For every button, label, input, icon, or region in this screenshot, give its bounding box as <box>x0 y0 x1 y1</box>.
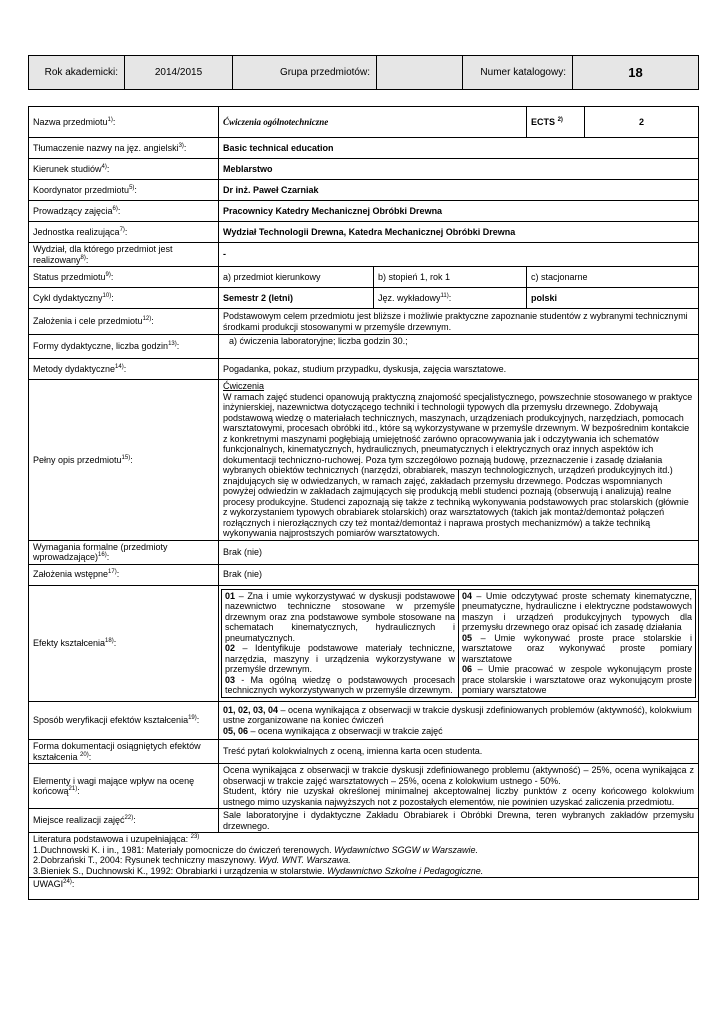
language-label: Jęz. wykładowy$^{11)}$: <box>374 288 527 309</box>
year-value: 2014/2015 <box>125 56 233 90</box>
weights-label: Elementy i wagi mające wpływ na ocenę końcową$^{21)}$: <box>29 764 219 809</box>
methods-label: Metody dydaktyczne$^{14)}$: <box>29 359 219 380</box>
course-name-label: Nazwa przedmiotu$^{1)}$: <box>29 107 219 138</box>
outcome-code: 02 <box>225 643 236 653</box>
status-mode: c) stacjonarne <box>527 267 699 288</box>
requirements-label: Wymagania formalne (przedmioty wprowadzające)$^{16)}$: <box>29 540 219 564</box>
coordinator-label: Koordynator przedmiotu$^{5)}$: <box>29 180 219 201</box>
goals-row <box>29 309 699 335</box>
literature-item: 1.Duchnowski K. i in., 1981: Materiały pomocnicze do ćwiczeń terenowych. Wydawnictwo SGGW w Warszawie. <box>33 844 478 855</box>
place-value: Sale laboratoryjne i dydaktyczne Zakładu Obrabiarek i Obróbki Drewna, teren wybranych zakładów przemysłu drzewnego. <box>219 809 699 833</box>
outcome-text: – Umie odczytywać proste schematy kinematyczne, pneumatyczne, hydrauliczne i elektryczne podstawowych maszyn i urządzeń produkcyjnych typowych dla przemysłu drzewnego oraz opisać ich zasadę działania <box>462 590 693 632</box>
prerequisites-value: Brak (nie) <box>219 564 699 585</box>
field-label: Kierunek studiów$^{4)}$: <box>29 159 219 180</box>
teachers-label: Prowadzący zajęcia$^{6)}$: <box>29 201 219 222</box>
outcomes-row <box>29 585 699 701</box>
cycle-value: Semestr 2 (letni) <box>219 288 374 309</box>
methods-value: Pogadanka, pokaz, studium przypadku, dyskusja, zajęcia warsztatowe. <box>219 359 699 380</box>
unit-row <box>29 222 699 243</box>
group-value <box>377 56 463 90</box>
literature-item: 2.Dobrzański T., 2004: Rysunek techniczny maszynowy. Wyd. WNT. Warszawa. <box>33 855 351 865</box>
weights-value: Ocena wynikająca z obserwacji w trakcie dyskusji zdefiniowanego problemu (aktywność) – 25%, ocena wynikająca z obserwacji w trakcie zajęć warsztatowych – 25%, ocena z kolokwium ustnego - 50%. Student, który nie uzyskał określonej minimalnej akceptowalnej liczby punktów z oceny końcowego kolokwium ustnego mimo uzyskania najwyższych not z pozostałych elementów, nie powinien uzyskać zaliczenia przedmiotu. <box>219 764 699 809</box>
department-value: - <box>219 243 699 267</box>
outcome-code: 05 <box>462 632 473 643</box>
place-label: Miejsce realizacji zajęć$^{22)}$: <box>29 809 219 833</box>
catalog-value: 18 <box>573 56 699 90</box>
field-row <box>29 159 699 180</box>
outcome-code: 03 <box>225 674 236 685</box>
forms-label: Formy dydaktyczne, liczba godzin$^{13)}$: <box>29 335 219 359</box>
ects-label: ECTS $^{2)}$ <box>527 107 585 138</box>
documentation-row <box>29 740 699 764</box>
coordinator-row <box>29 180 699 201</box>
goals-label: Założenia i cele przedmiotu$^{12)}$: <box>29 309 219 335</box>
status-type: a) przedmiot kierunkowy <box>219 267 374 288</box>
prerequisites-label: Założenia wstępne$^{17)}$: <box>29 564 219 585</box>
header-table <box>28 55 699 90</box>
description-row <box>29 380 699 541</box>
status-level: b) stopień 1, rok 1 <box>374 267 527 288</box>
course-name-row <box>29 107 699 138</box>
unit-value: Wydział Technologii Drewna, Katedra Mechanicznej Obróbki Drewna <box>219 222 699 243</box>
outcomes-cell <box>219 585 699 701</box>
outcome-text: – Umie pracować w zespole wykonującym proste prace stolarskie i warsztatowe oraz wykonującym proste pomiary warsztatowe <box>462 664 693 695</box>
literature-row <box>29 833 699 878</box>
outcomes-left <box>222 589 459 697</box>
literature-item: 3.Bieniek S., Duchnowski K., 1992: Obrabiarki i urządzenia w stolarstwie. Wydawnictwo Szkolne i Pedagogiczne. <box>33 865 484 876</box>
field-value: Meblarstwo <box>219 159 699 180</box>
documentation-label: Forma dokumentacji osiągniętych efektów kształcenia $^{20)}$: <box>29 740 219 764</box>
verification-value: 01, 02, 03, 04 – ocena wynikająca z obserwacji w trakcie dyskusji zdefiniowanych problemów (aktywność), kolokwium ustne zorganizowane na koniec ćwiczeń 05, 06 – ocena wynikająca z obserwacji w trakcie zajęć <box>219 701 699 740</box>
notes-row <box>29 878 699 900</box>
verification-label: Sposób weryfikacji efektów kształcenia$^{19)}$: <box>29 701 219 740</box>
outcomes-label: Efekty kształcenia$^{18)}$: <box>29 585 219 701</box>
goals-value: Podstawowym celem przedmiotu jest bliższe i możliwie praktyczne zapoznanie studentów z wybranymi technicznymi środkami produkcji stosowanymi w przemyśle drzewnym. <box>219 309 699 335</box>
language-value: polski <box>527 288 699 309</box>
outcome-code: 06 <box>462 664 473 674</box>
english-name-row <box>29 138 699 159</box>
forms-value: a) ćwiczenia laboratoryjne; liczba godzin 30.; <box>219 335 699 359</box>
ects-value: 2 <box>585 107 699 138</box>
weights-row <box>29 764 699 809</box>
outcome-code: 01 <box>225 590 236 601</box>
description-heading: Ćwiczenia <box>223 381 265 391</box>
group-label: Grupa przedmiotów: <box>233 56 377 90</box>
status-label: Status przedmiotu$^{9)}$: <box>29 267 219 288</box>
unit-label: Jednostka realizująca$^{7)}$: <box>29 222 219 243</box>
coordinator-value: Dr inż. Paweł Czarniak <box>219 180 699 201</box>
teachers-row <box>29 201 699 222</box>
outcome-text: – Identyfikuje podstawowe materiały techniczne, narzędzia, maszyny i urządzenia wykorzystywane w przemyśle drzewnym. <box>225 643 456 674</box>
english-name-value: Basic technical education <box>219 138 699 159</box>
notes-label: UWAGI$^{24)}$: <box>29 878 699 900</box>
year-label: Rok akademicki: <box>29 56 125 90</box>
description-cell <box>219 380 699 541</box>
catalog-label: Numer katalogowy: <box>463 56 573 90</box>
outcome-text: – Umie wykonywać proste prace stolarskie i warsztatowe oraz wykonywać proste pomiary warsztatowe <box>462 632 693 664</box>
verification-row <box>29 701 699 740</box>
syllabus-table <box>28 106 699 900</box>
cycle-row <box>29 288 699 309</box>
status-row <box>29 267 699 288</box>
english-name-label: Tłumaczenie nazwy na jęz. angielski$^{3)}$: <box>29 138 219 159</box>
documentation-value: Treść pytań kolokwialnych z oceną, imienna karta ocen studenta. <box>219 740 699 764</box>
course-name-value: Ćwiczenia ogólnotechniczne <box>219 107 527 138</box>
outcome-text: – Zna i umie wykorzystywać w dyskusji podstawowe nazewnictwo techniczne stosowane w przemyśle drzewnym oraz zna podstawowe symbole stosowane na schematach kinematycznych, hydraulicznych i pneumatycznych. <box>225 590 456 643</box>
department-row <box>29 243 699 267</box>
outcomes-table <box>221 589 696 698</box>
description-label: Pełny opis przedmiotu$^{15)}$: <box>29 380 219 541</box>
literature-label: Literatura podstawowa i uzupełniająca: $^{23)}$ <box>33 834 200 844</box>
description-text: W ramach zajęć studenci opanowują praktyczną znajomość specjalistycznego, powszechnie stosowanego w praktyce inżynierskiej, nazewnictwa dotyczącego techniki i technologii typowych dla przemysłu drzewnego. Zdobywają podstawową wiedzę o materiałach technicznych, maszynach, urządzeniach produkcyjnych, narzędziach, pomocach warsztatowymi, procesach obróbki itd., które są wykorzystywane w przemyśle drzewnym. W bezpośrednim kontakcie z konkretnymi maszynami pogłębiają umiejętność zarówno opracowywania jak i odczytywania ich schematów funkcjonalnych, kinematycznych, hydraulicznych, pneumatycznych i elektrycznych oraz innych aspektów ich dokumentacji techniczno-ruchowej. Poza tym szczegółowo poznają budowę, przeznaczenie i zasadę działania wybranych obiektów technicznych (narzędzi, obrabiarek, maszyn technologicznych, urządzeń produkcyjnych itd.) znajdujących się w odwiedzanych, w ramach zajęć, zakładach przemysłu drzewnego. Podczas wspomnianych powyżej odwiedzin w zakładach zajmujących się produkcją mebli studenci poznają (obserwują i analizują) realne procesy produkcyjne. Studenci zapoznają się także z techniką wykonywania podstawowych prac stolarskich (głównie z wykorzystaniem typowych obrabiarek stolarskich) oraz warsztatowych (takich jak montaż/demontaż połączeń rozłącznych i nierozłącznych czy też montaż/demontaż i naprawa prostych mechanizmów) a także techniką wykonywania najprostszych pomiarów warsztatowych. <box>223 391 693 538</box>
prerequisites-row <box>29 564 699 585</box>
teachers-value: Pracownicy Katedry Mechanicznej Obróbki Drewna <box>219 201 699 222</box>
requirements-value: Brak (nie) <box>219 540 699 564</box>
outcome-code: 04 <box>462 590 473 601</box>
methods-row <box>29 359 699 380</box>
requirements-row <box>29 540 699 564</box>
cycle-label: Cykl dydaktyczny$^{10)}$: <box>29 288 219 309</box>
place-row <box>29 809 699 833</box>
literature-cell <box>29 833 699 878</box>
forms-row <box>29 335 699 359</box>
department-label: Wydział, dla którego przedmiot jest realizowany$^{8)}$: <box>29 243 219 267</box>
outcome-text: - Ma ogólną wiedzę o podstawowych procesach technicznych wykorzystywanych w przemyśle drzewnym. <box>225 674 456 695</box>
outcomes-right <box>459 589 696 697</box>
